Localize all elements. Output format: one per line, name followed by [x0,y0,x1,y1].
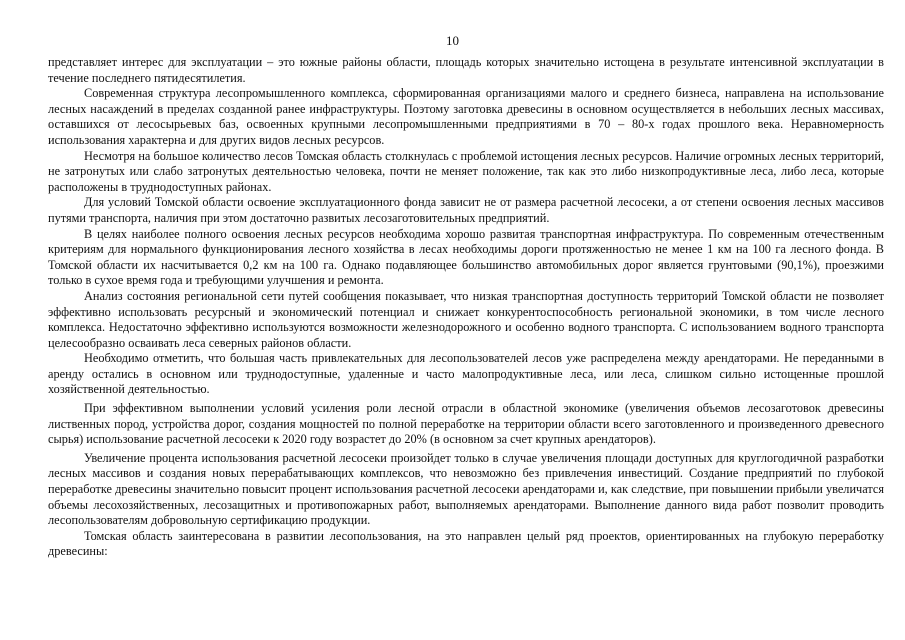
paragraph-resource-depletion: Несмотря на большое количество лесов Томская область столкнулась с проблемой истощения лесных ресурсов. Наличие огромных лесных территорий, не затронутых или слабо затронутых деятельностью человека, почти не меняет положение, так как это либо низкопродуктивные леса, либо леса, которые расположены в труднодоступных районах. [48,148,884,194]
paragraph-leased-forests: Необходимо отметить, что большая часть привлекательных для лесопользователей лесов уже распределена между арендаторами. Не переданными в аренду остались в основном или труднодоступные, удаленные и часто малопродуктивные леса, или леса, слишком сильно истощенные прошлой хозяйственной деятельностью. [48,351,884,397]
paragraph-transport-analysis: Анализ состояния региональной сети путей сообщения показывает, что низкая транспортная доступность территорий Томской области не позволяет эффективно использовать ресурсный и экономический потенциал и снижает конкурентоспособность региональной экономики, в том числе лесного комплекса. Недостаточно эффективно используются возможности железнодорожного и особенно водного транспорта. С использованием водного транспорта целесообразно осваивать леса северных районов области. [48,288,884,350]
paragraph-continuation: представляет интерес для эксплуатации – это южные районы области, площадь которых значительно истощена в результате интенсивной эксплуатации в течение последнего пятидесятилетия. [48,55,884,85]
paragraph-projects-intro: Томская область заинтересована в развитии лесопользования, на это направлен целый ряд проектов, ориентированных на глубокую переработку древесины: [48,528,884,559]
paragraph-industry-structure: Современная структура лесопромышленного комплекса, сформированная организациями малого и среднего бизнеса, направлена на использование лесных насаждений в пределах созданной ранее инфраструктуры. Поэтому заготовка древесины в основном осуществляется в небольших лесных массивах, оставшихся от лесосырьевых баз, освоенных крупными лесопромышленными предприятиями в 70 – 80-х годах прошлого века. Неравномерность использования характерна и для других видов лесных ресурсов. [48,86,884,147]
page-number: 10 [446,33,459,48]
body-text [48,55,884,560]
paragraph-forecast-2020: При эффективном выполнении условий усиления роли лесной отрасли в областной экономике (увеличения объемов лесозаготовок древесины лиственных пород, устройства дорог, создания мощностей по полной переработке на территории области всего заготовленного и произведенного древесного сырья) использование расчетной лесосеки к 2020 году возрастет до 20% (в основном за счет крупных арендаторов). [48,401,884,447]
paragraph-exploitation-fund: Для условий Томской области освоение эксплуатационного фонда зависит не от размера расчетной лесосеки, а от степени освоения лесных массивов путями транспорта, наличия при этом достаточно развитых лесозаготовительных предприятий. [48,195,884,225]
paragraph-investment: Увеличение процента использования расчетной лесосеки произойдет только в случае увеличения площади доступных для круглогодичной разработки лесных массивов и создания новых перерабатывающих комплексов, что невозможно без привлечения инвестиций. Создание предприятий по глубокой переработке древесины значительно повысит процент использования расчетной лесосеки арендаторами и, как следствие, при повышении прибыли увеличатся объемы лесохозяйственных, лесозащитных и противопожарных работ, выполняемых арендаторами. Выполнение данного вида работ позволит проводить лесопользователям добровольную сертификацию продукции. [48,450,884,528]
paragraph-transport-infrastructure: В целях наиболее полного освоения лесных ресурсов необходима хорошо развитая транспортная инфраструктура. По современным отечественным критериям для нормального функционирования лесного хозяйства в лесах необходимы дороги протяженностью не менее 1 км на 100 га лесного фонда. В Томской области их насчитывается 0,2 км на 100 га. Однако подавляющее большинство автомобильных дорог является грунтовыми (90,1%), проезжими только в сухое время года и требующими улучшения и ремонта. [48,226,884,288]
